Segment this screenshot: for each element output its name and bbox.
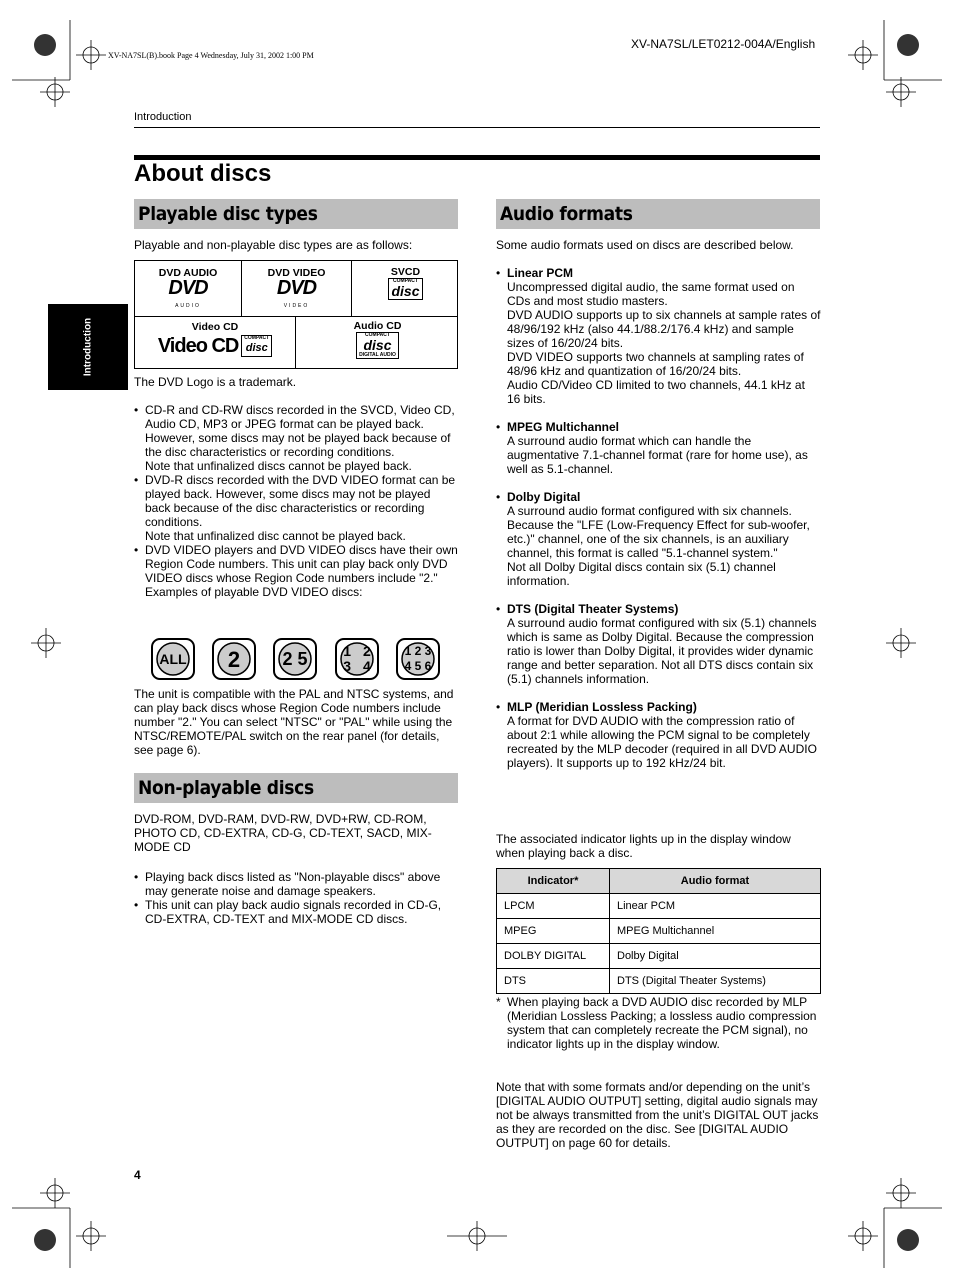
format-description: A format for DVD AUDIO with the compression ratio of about 2:1 while allowing the PCM signal to be completely recreated by the MLP decoder (required in all DVD AUDIO players). It supports up to 192 kHz/24 bit.: [507, 714, 817, 770]
format-name: • Linear PCM: [507, 266, 574, 280]
dvd-logo-icon: DVD VIDEO: [276, 277, 317, 309]
section-label: Introduction: [134, 111, 192, 123]
audio-format-list: [496, 266, 821, 770]
header-rule: [134, 127, 820, 128]
playable-heading: Playable disc types: [134, 199, 458, 229]
disc-type-dvd-audio: [135, 261, 242, 316]
table-header-row: [497, 869, 821, 894]
disc-type-label: SVCD: [390, 266, 421, 278]
indicator-intro: The associated indicator lights up in the display window when playing back a disc.: [496, 832, 791, 860]
disc-type-audio-cd: [296, 316, 459, 368]
format-description: A surround audio format configured with six (5.1) channels which is same as Dolby Digital. Because the compression ratio is lower than Dolby Digital, it provides wider dynamic range and better separation. Not all DTS discs contain six (5.1) channels information.: [507, 616, 817, 686]
indicator-table: [496, 868, 821, 994]
region-2-icon: 2: [212, 638, 256, 680]
format-name: • MLP (Meridian Lossless Packing): [507, 700, 697, 714]
side-tab-label: Introduction: [82, 317, 94, 377]
table-row: MPEG MPEG Multichannel: [497, 919, 821, 944]
disc-type-dvd-video: [242, 261, 352, 316]
format-description: A surround audio format configured with six channels. Because the "LFE (Low-Frequency Effect for sub-woofer, etc.)" channel, one of the six channels, is an auxiliary channel, this format is called "5.1-channel system." Not all Dolby Digital discs contain six (5.1) channel information.: [507, 504, 810, 588]
format-name: • MPEG Multichannel: [507, 420, 620, 434]
format-name: • DTS (Digital Theater Systems): [507, 602, 679, 616]
audio-format-mlp: [496, 700, 821, 770]
region-2-5-icon: 2 5: [273, 638, 317, 680]
disc-type-label: Video CD: [191, 321, 239, 333]
disc-type-video-cd: [135, 316, 296, 368]
compact-disc-logo-icon: COMPACT disc: [241, 335, 272, 357]
disc-type-label: DVD AUDIO: [158, 267, 218, 279]
footnote-mark: *: [496, 995, 501, 1009]
format-description: A surround audio format which can handle the augmentative 7.1-channel format (rare for home use), as well as 5.1-channel.: [507, 434, 808, 476]
list-item: • DVD-R discs recorded with the DVD VIDEO format can be played back. However, some discs may not be played back because of the disc characteristics or recording conditions. Note that unfinalized disc cannot be played back.: [134, 473, 458, 543]
region-ALL-icon: ALL: [151, 638, 195, 680]
digital-output-note: Note that with some formats and/or depending on the unit’s [DIGITAL AUDIO OUTPUT] setting, digital audio signals may not be always transmitted from the unit’s DIGITAL OUT jacks as they are recorded on the disc. See [DIGITAL AUDIO OUTPUT] on page 60 for details.: [496, 1080, 819, 1150]
compact-disc-logo-icon: COMPACT disc: [388, 278, 422, 300]
audio-format-dolby-digital: [496, 490, 821, 588]
nonplayable-bullets: [134, 870, 458, 926]
nonplayable-list: DVD-ROM, DVD-RAM, DVD-RW, DVD+RW, CD-ROM, PHOTO CD, CD-EXTRA, CD-G, CD-TEXT, SACD, MIX-MODE CD: [134, 812, 432, 854]
list-item: • CD-R and CD-RW discs recorded in the SVCD, Video CD, Audio CD, MP3 or JPEG format can be played back. However, some discs may not be played back because of the disc characteristics or recording conditions. Note that unfinalized discs cannot be played back.: [134, 403, 458, 473]
audio-format-mpeg: [496, 420, 821, 476]
video-cd-logo-icon: Video CD COMPACT disc: [135, 335, 295, 358]
page-number: 4: [134, 1168, 141, 1182]
table-row: DTS DTS (Digital Theater Systems): [497, 969, 821, 994]
disc-types-table: [134, 260, 458, 369]
side-tab: [48, 304, 128, 390]
list-item: • DVD VIDEO players and DVD VIDEO discs have their own Region Code numbers. This unit can play back only DVD VIDEO discs whose Region Code numbers include "2." Examples of playable DVD VIDEO discs:: [134, 543, 458, 599]
pal-ntsc-compatibility: The unit is compatible with the PAL and NTSC systems, and can play back discs whose Region Code numbers include number "2." You can select "NTSC" or "PAL" while using the NTSC/REMOTE/PAL switch on the rear panel (for details, see page 6).: [134, 687, 454, 757]
list-item: • Playing back discs listed as "Non-playable discs" above may generate noise and damage speakers.: [134, 870, 458, 898]
audio-formats-intro: Some audio formats used on discs are described below.: [496, 238, 794, 252]
audio-format-dts: [496, 602, 821, 686]
dvd-logo-icon: DVD AUDIO: [168, 277, 208, 309]
document-id: XV-NA7SL/LET0212-004A/English: [631, 37, 816, 51]
disc-type-label: DVD VIDEO: [267, 267, 326, 279]
playable-bullets: [134, 403, 458, 599]
disc-type-label: Audio CD: [353, 320, 402, 332]
table-footnote: [496, 995, 821, 1051]
column-header: Indicator*: [497, 869, 610, 894]
compact-disc-logo-icon: COMPACT disc DIGITAL AUDIO: [356, 332, 399, 359]
column-header: Audio format: [610, 869, 821, 894]
disc-type-svcd: [352, 261, 459, 316]
list-item: • This unit can play back audio signals recorded in CD-G, CD-EXTRA, CD-TEXT and MIX-MODE CD discs.: [134, 898, 458, 926]
audio-format-linear-pcm: [496, 266, 821, 406]
format-description: Uncompressed digital audio, the same format used on CDs and most studio masters. DVD AUDIO supports up to six channels at sample rates of 48/96/192 kHz (also 44.1/88.2/176.4 kHz) and sample sizes of 16/20/24 bits. DVD VIDEO supports two channels at sampling rates of 48/96 kHz and quantization of 16/20/24 bits. Audio CD/Video CD limited to two channels, 44.1 kHz at 16 bits.: [507, 280, 821, 406]
footnote-text: When playing back a DVD AUDIO disc recorded by MLP (Meridian Lossless Packing; a lossless audio compression system that can completely recreate the PCM signal), no indicator lights up in the display window.: [507, 995, 817, 1051]
trademark-note: The DVD Logo is a trademark.: [134, 375, 297, 389]
page-title: About discs: [134, 160, 272, 187]
table-row: DOLBY DIGITAL Dolby Digital: [497, 944, 821, 969]
nonplayable-heading: Non-playable discs: [134, 773, 458, 803]
audio-formats-heading: Audio formats: [496, 199, 820, 229]
playable-intro: Playable and non-playable disc types are as follows:: [134, 238, 413, 252]
region-1-2-3-4-icon: 1 2 3 4: [335, 638, 379, 680]
format-name: • Dolby Digital: [507, 490, 581, 504]
book-info-line: XV-NA7SL(B).book Page 4 Wednesday, July 31, 2002 1:00 PM: [108, 51, 314, 60]
region-1-6-icon: 1 2 3 4 5 6: [396, 638, 440, 680]
table-row: LPCM Linear PCM: [497, 894, 821, 919]
